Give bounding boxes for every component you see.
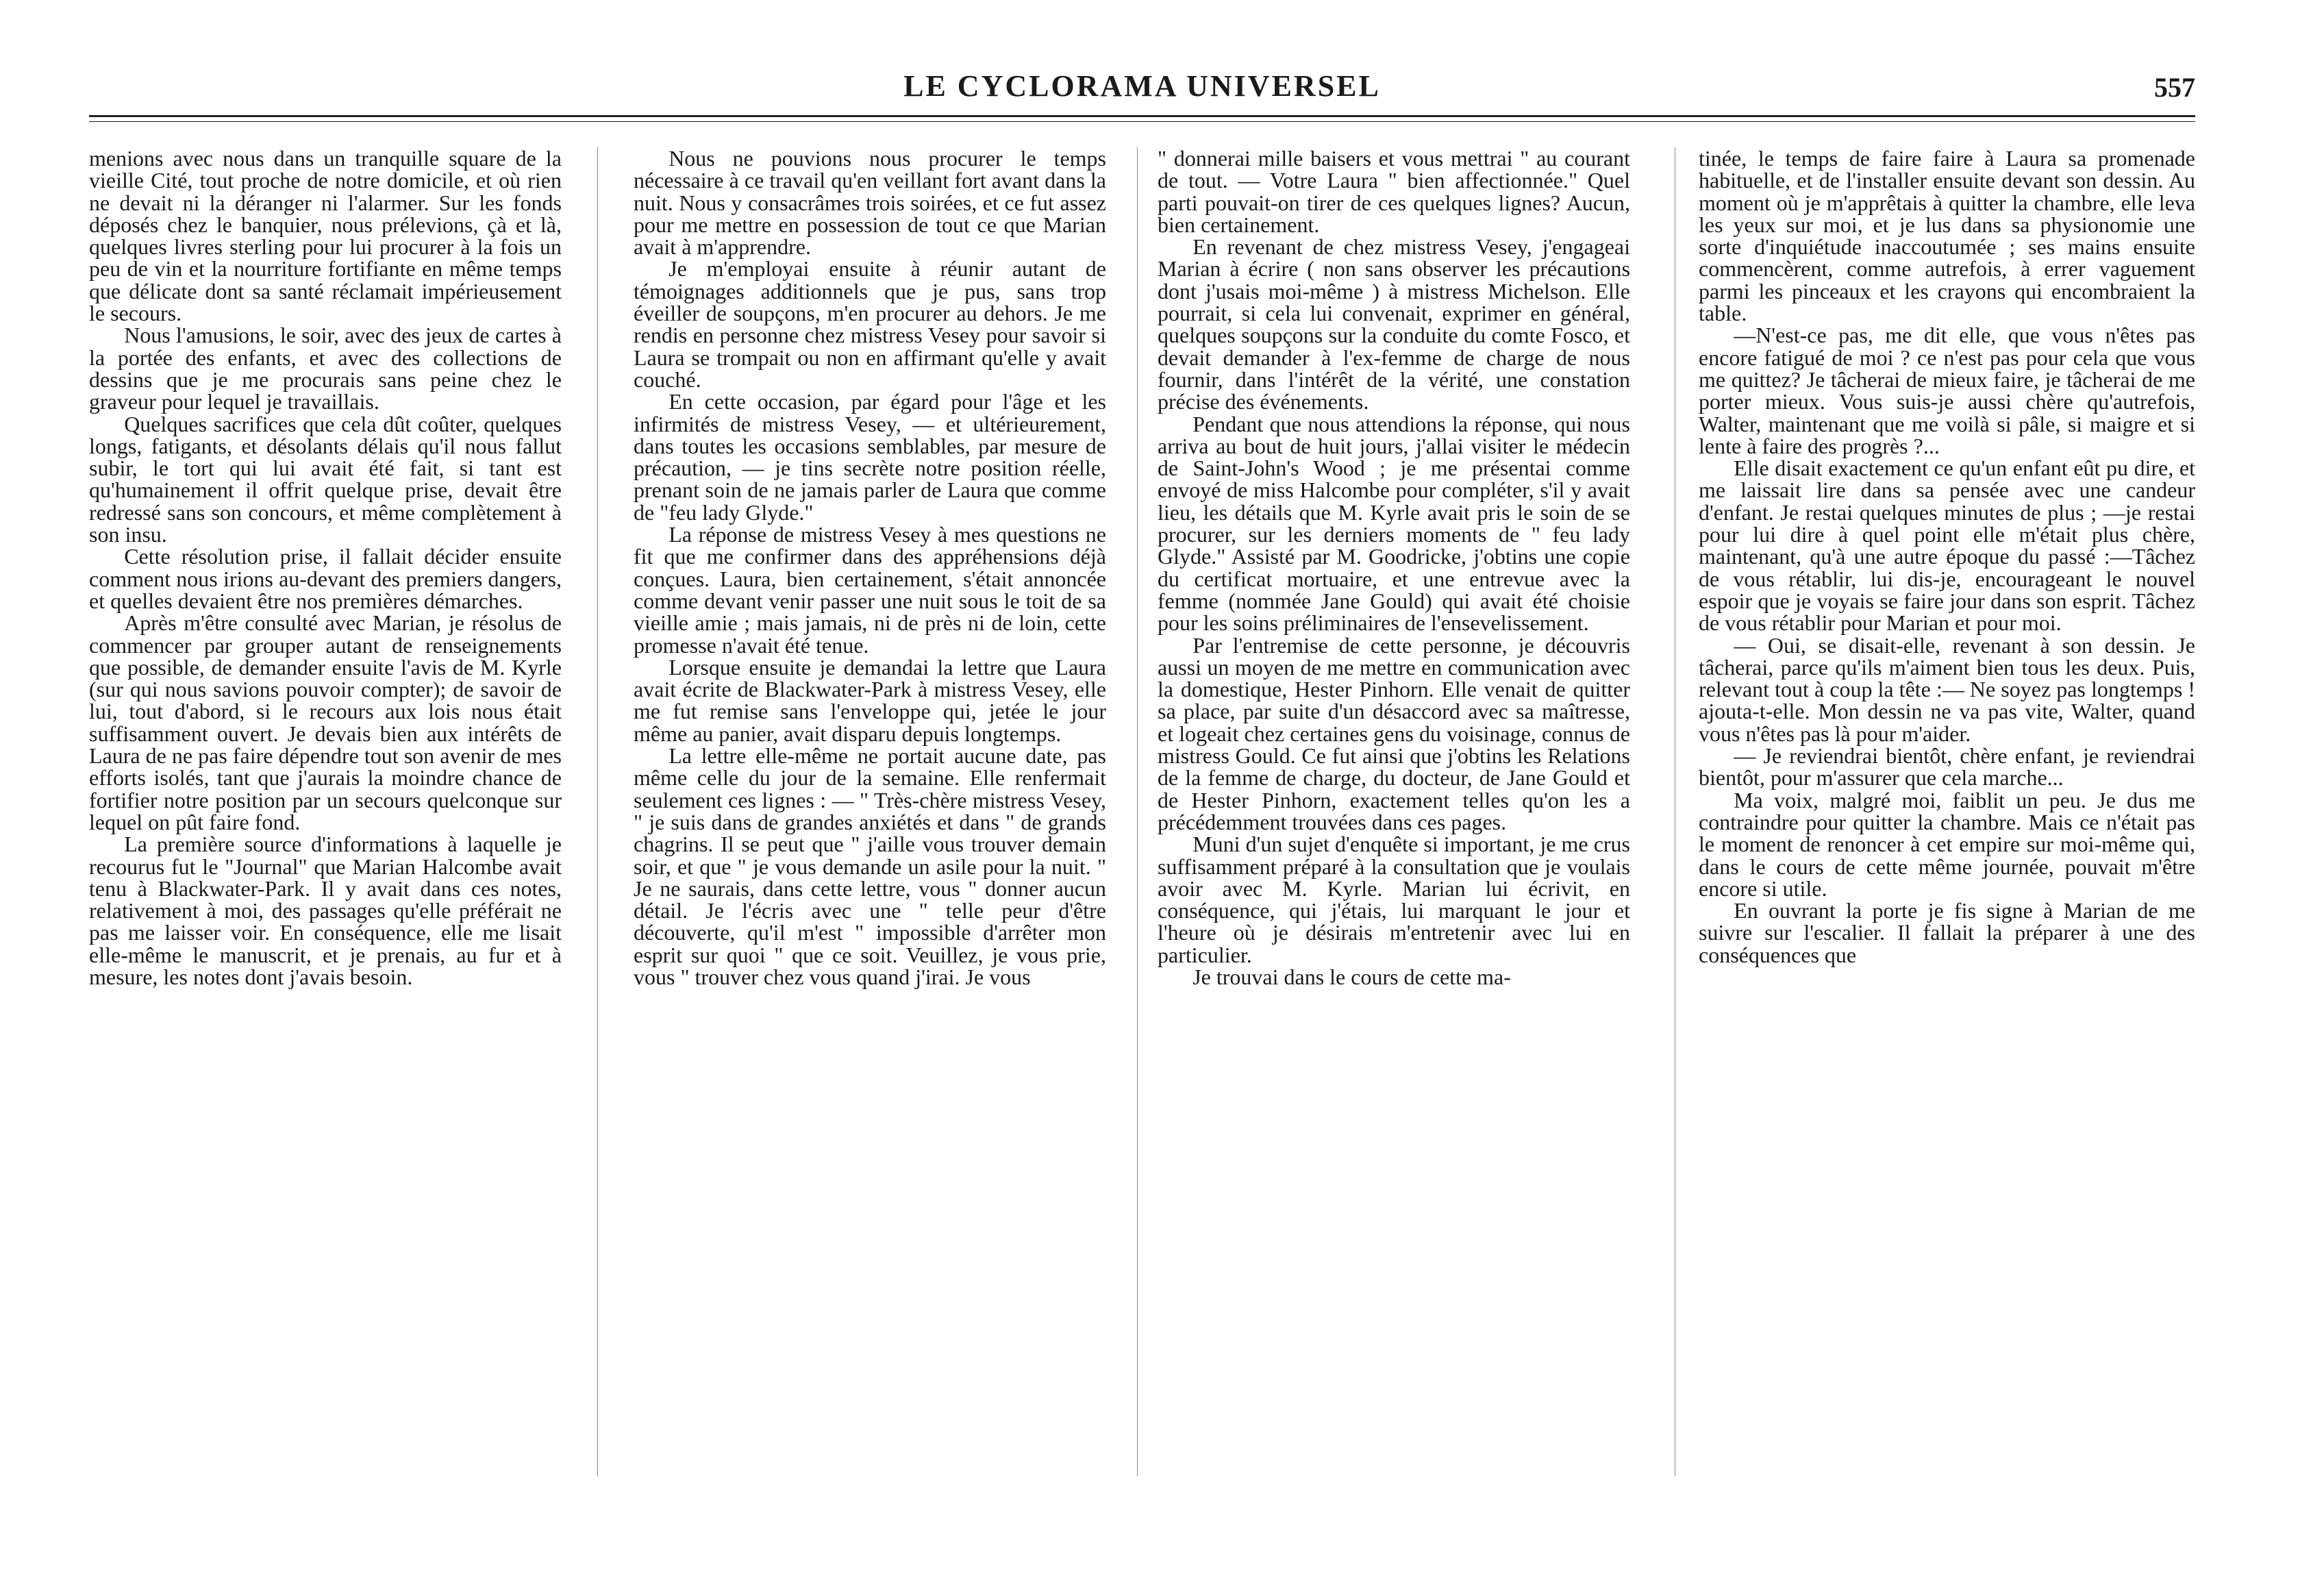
header-rule-thin — [89, 121, 2195, 122]
paragraph: En revenant de chez mistress Vesey, j'engageai Marian à écrire ( non sans observer les précautions dont j'usais moi-même ) à mistress Michelson. Elle pourrait, si cela lui convenait, exprimer en général, quelques soupçons sur la conduite du comte Fosco, et devait demander à l'ex-femme de charge de nous fournir, dans l'intérêt de la vérité, une constation précise des événements. — [1158, 234, 1630, 414]
paragraph: Après m'être consulté avec Marian, je résolus de commencer par grouper autant de renseignements que possible, de demander ensuite l'avis de M. Kyrle (sur qui nous savions pouvoir compter); de savoir de lui, tout d'abord, si le recours aux lois nous était suffisamment ouvert. Je devais bien aux intérêts de Laura de ne pas faire dépendre tout son avenir de mes efforts isolés, tant que j'aurais la moindre chance de fortifier notre position par un secours quelconque sur lequel on pût faire fond. — [89, 610, 562, 834]
header-rule-thick — [89, 115, 2195, 117]
paragraph: Nous ne pouvions nous procurer le temps nécessaire à ce travail qu'en veillant fort avant dans la nuit. Nous y consacrâmes trois soirées, et ce fut assez pour me mettre en possession de tout ce que Marian avait à m'apprendre. — [634, 147, 1106, 260]
paragraph: Lorsque ensuite je demandai la lettre que Laura avait écrite de Blackwater-Park à mistress Vesey, elle me fut remise sans l'enveloppe qui, jetée le jour même au panier, avait disparu depuis longtemps. — [634, 654, 1106, 746]
paragraph: La réponse de mistress Vesey à mes questions ne fit que me confirmer dans des appréhensions déjà conçues. Laura, bien certainement, s'était annoncée comme devant venir passer une nuit sous le toit de sa vieille amie ; mais jamais, ni de près ni de loin, cette promesse n'avait été tenue. — [634, 522, 1106, 658]
paragraph: Je trouvai dans le cours de cette ma- — [1192, 964, 1511, 989]
text-column-4 — [1699, 147, 2195, 1483]
paragraph: — Je reviendrai bientôt, chère enfant, je reviendrai bientôt, pour m'assurer que cela marche... — [1699, 743, 2195, 791]
page-title: LE CYCLORAMA UNIVERSEL — [903, 69, 1381, 103]
text-column-1 — [89, 147, 562, 1483]
paragraph: " donnerai mille baisers et vous mettrai " au courant de tout. — Votre Laura " bien affectionnée." Quel parti pouvait-on tirer de ces quelques lignes? Aucun, bien certainement. — [1158, 147, 1630, 237]
text-column-2 — [634, 147, 1106, 1483]
paragraph: En cette occasion, par égard pour l'âge et les infirmités de mistress Vesey, — et ultérieurement, dans toutes les occasions semblables, par mesure de précaution, — je tins secrète notre position réelle, prenant soin de ne jamais parler de Laura que comme de "feu lady Glyde." — [634, 389, 1106, 525]
paragraph: Par l'entremise de cette personne, je découvris aussi un moyen de me mettre en communication avec la domestique, Hester Pinhorn. Elle venait de quitter sa place, par suite d'un désaccord avec sa maîtresse, et logeait chez certaines gens du voisinage, connus de mistress Gould. Ce fut ainsi que j'obtins les Relations de la femme de charge, du docteur, de Jane Gould et de Hester Pinhorn, exactement telles qu'on les a précédemment trouvées dans ces pages. — [1158, 632, 1630, 834]
page-number: 557 — [2154, 72, 2195, 103]
column-divider — [1137, 147, 1138, 1476]
text-columns — [89, 147, 2195, 1483]
paragraph: En ouvrant la porte je fis signe à Marian de me suivre sur l'escalier. Il fallait la préparer à une des conséquences que — [1699, 898, 2195, 967]
paragraph: Quelques sacrifices que cela dût coûter, quelques longs, fatigants, et désolants délais qu'il nous fallut subir, le tort qui lui avait été fait, si tant est qu'humainement il offrit quelque prise, devait être redressé sans son concours, et même complètement à son insu. — [89, 411, 562, 547]
paragraph: Nous l'amusions, le soir, avec des jeux de cartes à la portée des enfants, et avec des collections de dessins que je me procurais sans peine chez le graveur pour lequel je travaillais. — [89, 323, 562, 414]
paragraph: La première source d'informations à laquelle je recourus fut le "Journal" que Marian Halcombe avait tenu à Blackwater-Park. Il y avait dans ces notes, relativement à moi, des passages qu'elle préférait ne pas me laisser voir. En conséquence, elle me lisait elle-même le manuscrit, et je prenais, au fur et à mesure, les notes dont j'avais besoin. — [89, 832, 562, 989]
column-divider — [597, 147, 598, 1476]
paragraph: Muni d'un sujet d'enquête si important, je me crus suffisamment préparé à la consultation que je voulais avoir avec M. Kyrle. Marian lui écrivit, en conséquence, qui j'étais, lui marquant le jour et l'heure où je désirais m'entretenir avec lui en particulier. — [1158, 832, 1630, 967]
text-column-3 — [1158, 147, 1630, 1483]
page-header — [89, 69, 2195, 110]
paragraph: menions avec nous dans un tranquille square de la vieille Cité, tout proche de notre domicile, et où rien ne devait ni la déranger ni l'alarmer. Sur les fonds déposés chez le banquier, nous prélevions, çà et là, quelques livres sterling pour lui procurer à la fois un peu de vin et la nourriture fortifiante en même temps que délicate dont sa santé réclamait impérieusement le secours. — [89, 147, 562, 326]
paragraph: Pendant que nous attendions la réponse, qui nous arriva au bout de huit jours, j'allai visiter le médecin de Saint-John's Wood ; je me présentai comme envoyé de miss Halcombe pour compléter, s'il y avait lieu, les détails que M. Kyrle avait pris le soin de se procurer, sur les derniers moments de " feu lady Glyde." Assisté par M. Goodricke, j'obtins une copie du certificat mortuaire, et une entrevue avec la femme (nommée Jane Gould) qui avait été choisie pour les soins préliminaires de l'ensevelissement. — [1158, 411, 1630, 636]
paragraph: Cette résolution prise, il fallait décider ensuite comment nous irions au-devant des premiers dangers, et quelles devaient être nos premières démarches. — [89, 544, 562, 613]
paragraph: — Oui, se disait-elle, revenant à son dessin. Je tâcherai, parce qu'ils m'aiment bien tous les deux. Puis, relevant tout à coup la tête :— Ne soyez pas longtemps ! ajouta-t-elle. Mon dessin ne va pas vite, Walter, quand vous n'êtes pas là pour m'aider. — [1699, 632, 2195, 746]
paragraph: Je m'employai ensuite à réunir autant de témoignages additionnels que je pus, sans trop éveiller de soupçons, m'en procurer au dehors. Je me rendis en personne chez mistress Vesey pour savoir si Laura se trompait ou non en affirmant qu'elle y avait couché. — [634, 256, 1106, 392]
paragraph: tinée, le temps de faire faire à Laura sa promenade habituelle, et de l'installer ensuite devant son dessin. Au moment où je m'apprêtais à quitter la chambre, elle leva les yeux sur moi, et je lus dans sa physionomie une sorte d'inquiétude inaccoutumée ; ses mains ensuite commencèrent, comme autrefois, à errer vaguement parmi les pinceaux et les crayons qui encombraient la table. — [1699, 147, 2195, 326]
paragraph: Elle disait exactement ce qu'un enfant eût pu dire, et me laissait lire dans sa pensée avec une candeur d'enfant. Je restai quelques minutes de plus ; —je restai pour lui dire à quel point elle m'était plus chère, maintenant, qu'à une autre époque du passé :—Tâchez de vous rétablir, lui dis-je, encourageant le nouvel espoir que je voyais se faire jour dans son esprit. Tâchez de vous rétablir pour Marian et pour moi. — [1699, 456, 2195, 636]
paragraph: Ma voix, malgré moi, faiblit un peu. Je dus me contraindre pour quitter la chambre. Mais ce n'était pas le moment de renoncer à cet empire sur moi-même qui, dans le cours de cette même journée, pouvait m'être encore si utile. — [1699, 787, 2195, 901]
paragraph: La lettre elle-même ne portait aucune date, pas même celle du jour de la semaine. Elle renfermait seulement ces lignes : — " Très-chère mistress Vesey, " je suis dans de grandes anxiétés et dans " de grands chagrins. Il se peut que " j'aille vous trouver demain soir, et que " je vous demande un asile pour la nuit. " Je ne saurais, dans cette lettre, vous " donner aucun détail. Je l'écris avec une " telle peur d'être découverte, qu'il m'est " impossible d'arrêter mon esprit sur quoi " que ce soit. Veuillez, je vous prie, vous " trouver chez vous quand j'irai. Je vous — [634, 743, 1106, 989]
paragraph: —N'est-ce pas, me dit elle, que vous n'êtes pas encore fatigué de moi ? ce n'est pas pour cela que vous me quittez? Je tâcherai de mieux faire, je tâcherai de me porter mieux. Vous suis-je aussi chère qu'autrefois, Walter, maintenant que me voilà si pâle, si maigre et si lente à faire des progrès ?... — [1699, 323, 2195, 458]
